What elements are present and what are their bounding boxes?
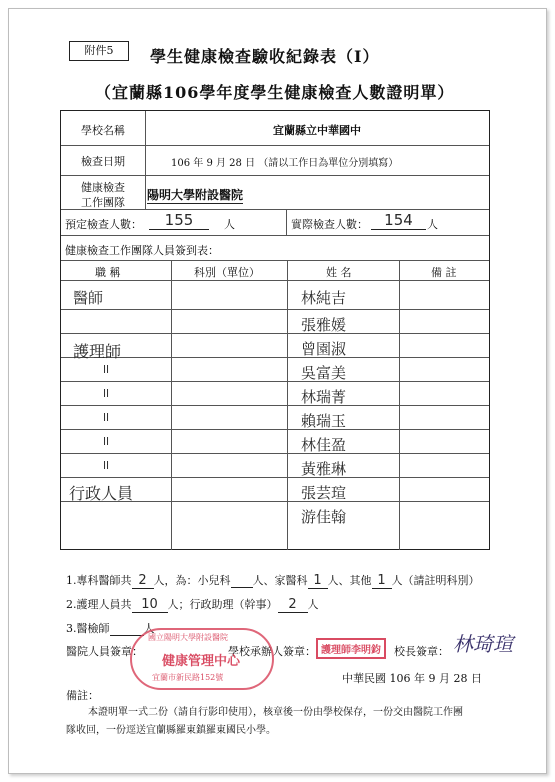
row-5-title: ll xyxy=(103,387,110,400)
row-1-title: 醫師 xyxy=(73,289,104,307)
row-6-name: 賴瑞玉 xyxy=(301,412,347,430)
row-10-name: 游佳翰 xyxy=(301,508,347,526)
row-1-name: 林純吉 xyxy=(301,289,347,307)
document-subtitle: （宜蘭縣106學年度學生健康檢查人數證明單） xyxy=(95,83,455,102)
col-header-name: 姓 名 xyxy=(326,266,352,279)
row-3-name: 曾園淑 xyxy=(301,340,347,358)
school-name-value: 宜蘭縣立中華國中 xyxy=(273,124,361,137)
stats-line-1: 1.專科醫師共 2 人，為：小兒科 人、家醫科 1 人、其他 1 人（請註明科別） xyxy=(66,573,480,588)
seal-text-line3: 宜蘭市新民路152號 xyxy=(152,673,224,682)
team-label-line1: 健康檢查 xyxy=(81,181,125,194)
notes-label: 備註： xyxy=(66,689,99,702)
school-sign-label: 學校承辦人簽章： xyxy=(228,645,316,658)
sign-date: 中華民國 106 年 9 月 28 日 xyxy=(342,672,482,685)
seal-text-line1: 國立陽明大學附設醫院 xyxy=(148,633,228,642)
stats-line-2: 2.護理人員共 10 人；行政助理（幹事） 2 人 xyxy=(66,597,319,612)
row-4-name: 吳富美 xyxy=(301,364,347,382)
admin-count: 2 xyxy=(278,597,308,613)
row-5-name: 林瑞菁 xyxy=(301,388,347,406)
specialist-total: 2 xyxy=(132,573,154,589)
planned-count-label: 預定檢查人數： xyxy=(65,218,142,231)
row-9-name: 張芸瑄 xyxy=(301,484,347,502)
row-8-name: 黃雅琳 xyxy=(301,460,347,478)
actual-count-value: 154 xyxy=(371,211,426,230)
nurse-count: 10 xyxy=(132,597,168,613)
notes-line-2: 隊收回，一份逕送宜蘭縣羅東鎮羅東國民小學。 xyxy=(66,725,276,736)
row-4-title: ll xyxy=(103,363,110,376)
nurse-name-stamp: 護理師李明鈞 xyxy=(316,638,386,659)
notes-line-1: 本證明單一式二份（請自行影印使用），核章後一份由學校保存，一份交由醫院工作團 xyxy=(88,707,463,718)
team-value-stamp: 陽明大學附設醫院 xyxy=(147,188,244,202)
row-2-name: 張雅媛 xyxy=(301,316,347,334)
row-7-name: 林佳盈 xyxy=(301,436,347,454)
attachment-tag: 附件5 xyxy=(69,41,129,61)
exam-date-label: 檢查日期 xyxy=(81,155,125,168)
staff-sign-label: 健康檢查工作團隊人員簽到表： xyxy=(65,244,219,257)
hospital-seal-stamp xyxy=(130,628,285,696)
row-9-title: 行政人員 xyxy=(69,484,134,503)
col-header-dept: 科別（單位） xyxy=(194,266,260,279)
planned-count-unit: 人 xyxy=(224,218,235,231)
exam-date-value: 106 年 9 月 28 日 （請以工作日為單位分別填寫） xyxy=(171,158,399,169)
school-name-label: 學校名稱 xyxy=(81,124,125,137)
col-header-title: 職 稱 xyxy=(95,266,121,279)
principal-sign-label: 校長簽章： xyxy=(394,645,449,658)
row-6-title: ll xyxy=(103,411,110,424)
row-7-title: ll xyxy=(103,435,110,448)
stats-line-3: 3.醫檢師 人 xyxy=(66,622,155,635)
row-8-title: ll xyxy=(103,459,110,472)
actual-count-unit: 人 xyxy=(427,218,438,231)
form-table xyxy=(60,110,490,550)
planned-count-value: 155 xyxy=(149,211,209,230)
row-3-title: 護理師 xyxy=(73,342,122,361)
col-header-note: 備 註 xyxy=(431,266,457,279)
family-med-count: 1 xyxy=(308,573,328,589)
principal-signature: 林琦瑄 xyxy=(453,632,513,656)
hospital-sign-label: 醫院人員簽章： xyxy=(66,645,143,658)
actual-count-label: 實際檢查人數： xyxy=(291,218,368,231)
other-count: 1 xyxy=(372,573,392,589)
team-label-line2: 工作團隊 xyxy=(81,196,125,209)
document-title: 學生健康檢查驗收紀錄表（Ⅰ） xyxy=(150,47,380,66)
seal-text-line2: 健康管理中心 xyxy=(162,654,241,669)
